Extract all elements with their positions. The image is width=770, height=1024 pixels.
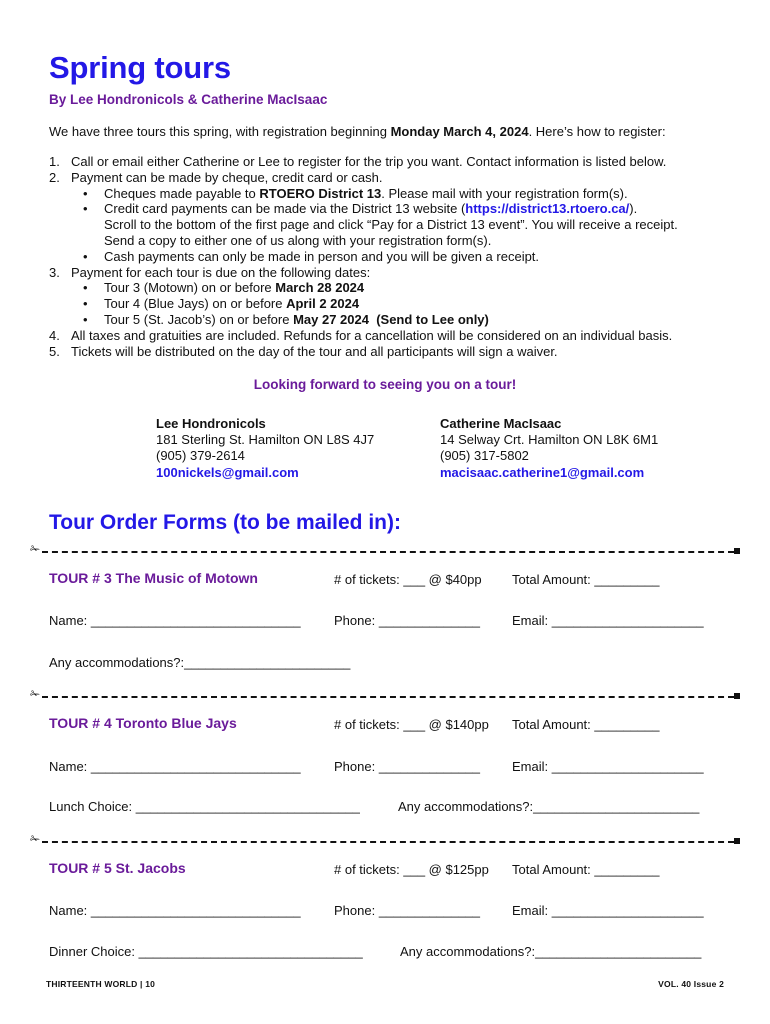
bullet-cash [49,249,739,265]
scissors-icon: ✁ [30,542,41,556]
bullet-text: Credit card payments can be made via the District 13 website ( [104,201,466,217]
cheque-payee: RTOERO District 13 [259,185,382,201]
line-end-marker [734,548,740,554]
intro-paragraph [49,124,666,139]
tour3-accommodations-field[interactable]: Any accommodations?:_______________________ [49,655,351,670]
closing-message: Looking forward to seeing you on a tour! [253,377,517,392]
byline: By Lee Hondronicols & Catherine MacIsaac [49,92,328,107]
step-4 [49,328,739,344]
step-number: 1. [49,154,60,169]
bullet-icon: • [83,201,88,217]
tour5-dinner-field[interactable]: Dinner Choice: _______________________________ [49,944,363,959]
tour4-email-field[interactable]: Email: _____________________ [512,759,704,774]
due-date: March 28 2024 [275,280,365,296]
tour4-tickets-field[interactable]: # of tickets: ___ @ $140pp [334,717,489,732]
contact-lee [156,416,374,481]
step-number: 4. [49,327,60,343]
bullet-icon: • [83,296,88,312]
page-title: Spring tours [49,50,231,85]
tour3-email-field[interactable]: Email: _____________________ [512,613,704,628]
step-text: Payment can be made by cheque, credit card or cash. [71,169,383,185]
bullet-text: . Please mail with your registration form(s). [381,185,628,201]
step-text: Payment for each tour is due on the following dates: [71,264,371,280]
step-text: Tickets will be distributed on the day of the tour and all participants will sign a waiver. [71,343,558,359]
bullet-continuation: Scroll to the bottom of the first page and click “Pay for a District 13 event”. You will receive a receipt. [104,217,678,233]
tour5-total-field[interactable]: Total Amount: _________ [512,862,660,877]
tour3-total-field[interactable]: Total Amount: _________ [512,572,660,587]
cut-line [30,687,740,702]
intro-text-end: . Here’s how to register: [528,124,666,139]
bullet-cheque [49,186,739,202]
step-2 [49,170,739,186]
step-text: All taxes and gratuities are included. Refunds for a cancellation will be considered on an individual basis. [71,327,673,343]
registration-date: Monday March 4, 2024 [390,124,529,139]
contact-phone: (905) 379-2614 [156,448,245,464]
contact-address: 14 Selway Crt. Hamilton ON L8K 6M1 [440,432,659,448]
tour4-lunch-field[interactable]: Lunch Choice: _______________________________ [49,799,360,814]
scissors-icon: ✁ [30,832,41,846]
tour3-title: TOUR # 3 The Music of Motown [49,570,258,586]
due-date: May 27 2024 (Send to Lee only) [293,311,489,327]
tour4-accommodations-field[interactable]: Any accommodations?:_______________________ [398,799,700,814]
step-number: 2. [49,169,60,185]
step-number: 3. [49,264,60,280]
footer-volume: VOL. 40 Issue 2 [658,979,724,989]
tour5-phone-field[interactable]: Phone: ______________ [334,903,481,918]
tour5-email-field[interactable]: Email: _____________________ [512,903,704,918]
bullet-text: Tour 5 (St. Jacob’s) on or before [104,311,294,327]
bullet-icon: • [83,280,88,296]
line-end-marker [734,693,740,699]
line-end-marker [734,838,740,844]
tour3-phone-field[interactable]: Phone: ______________ [334,613,481,628]
bullet-tour4-due [49,296,739,312]
tour4-name-field[interactable]: Name: _____________________________ [49,759,301,774]
bullet-tour5-due [49,312,739,328]
tour5-accommodations-field[interactable]: Any accommodations?:_______________________ [400,944,702,959]
tour5-title: TOUR # 5 St. Jacobs [49,860,186,876]
cut-line [30,832,740,847]
tour4-title: TOUR # 4 Toronto Blue Jays [49,715,237,731]
step-number: 5. [49,343,60,359]
intro-text: We have three tours this spring, with registration beginning [49,124,391,139]
bullet-icon: • [83,248,88,264]
cut-line [30,542,740,557]
bullet-continuation: Send a copy to either one of us along with your registration form(s). [104,232,492,248]
tour3-tickets-field[interactable]: # of tickets: ___ @ $40pp [334,572,482,587]
bullet-text: ). [629,201,638,217]
step-text: Call or email either Catherine or Lee to register for the trip you want. Contact information is listed below. [71,154,667,169]
contact-email-link[interactable]: 100nickels@gmail.com [156,464,299,480]
contact-name: Catherine MacIsaac [440,416,562,431]
step-5 [49,344,739,360]
dashed-divider [42,696,734,698]
contact-email-link[interactable]: macisaac.catherine1@gmail.com [440,464,645,480]
tour5-name-field[interactable]: Name: _____________________________ [49,903,301,918]
tour5-tickets-field[interactable]: # of tickets: ___ @ $125pp [334,862,489,877]
bullet-icon: • [83,185,88,201]
district-website-link[interactable]: https://district13.rtoero.ca/ [465,201,630,217]
contact-phone: (905) 317-5802 [440,448,529,464]
dashed-divider [42,841,734,843]
contact-catherine [440,416,658,481]
contact-address: 181 Sterling St. Hamilton ON L8S 4J7 [156,432,375,448]
due-date: April 2 2024 [286,296,360,312]
contact-name: Lee Hondronicols [156,416,266,431]
forms-heading: Tour Order Forms (to be mailed in): [49,511,401,534]
footer-publication: THIRTEENTH WORLD | 10 [46,979,156,989]
bullet-icon: • [83,311,88,327]
bullet-text: Tour 4 (Blue Jays) on or before [104,296,287,312]
step-1 [49,154,739,170]
bullet-credit [49,201,739,217]
bullet-text: Tour 3 (Motown) on or before [104,280,276,296]
bullet-tour3-due [49,280,739,296]
registration-steps [49,154,739,359]
bullet-text: Cash payments can only be made in person and you will be given a receipt. [104,248,540,264]
scissors-icon: ✁ [30,687,41,701]
step-3 [49,265,739,281]
tour4-phone-field[interactable]: Phone: ______________ [334,759,481,774]
bullet-text: Cheques made payable to [104,185,260,201]
tour3-name-field[interactable]: Name: _____________________________ [49,613,301,628]
tour4-total-field[interactable]: Total Amount: _________ [512,717,660,732]
dashed-divider [42,551,734,553]
